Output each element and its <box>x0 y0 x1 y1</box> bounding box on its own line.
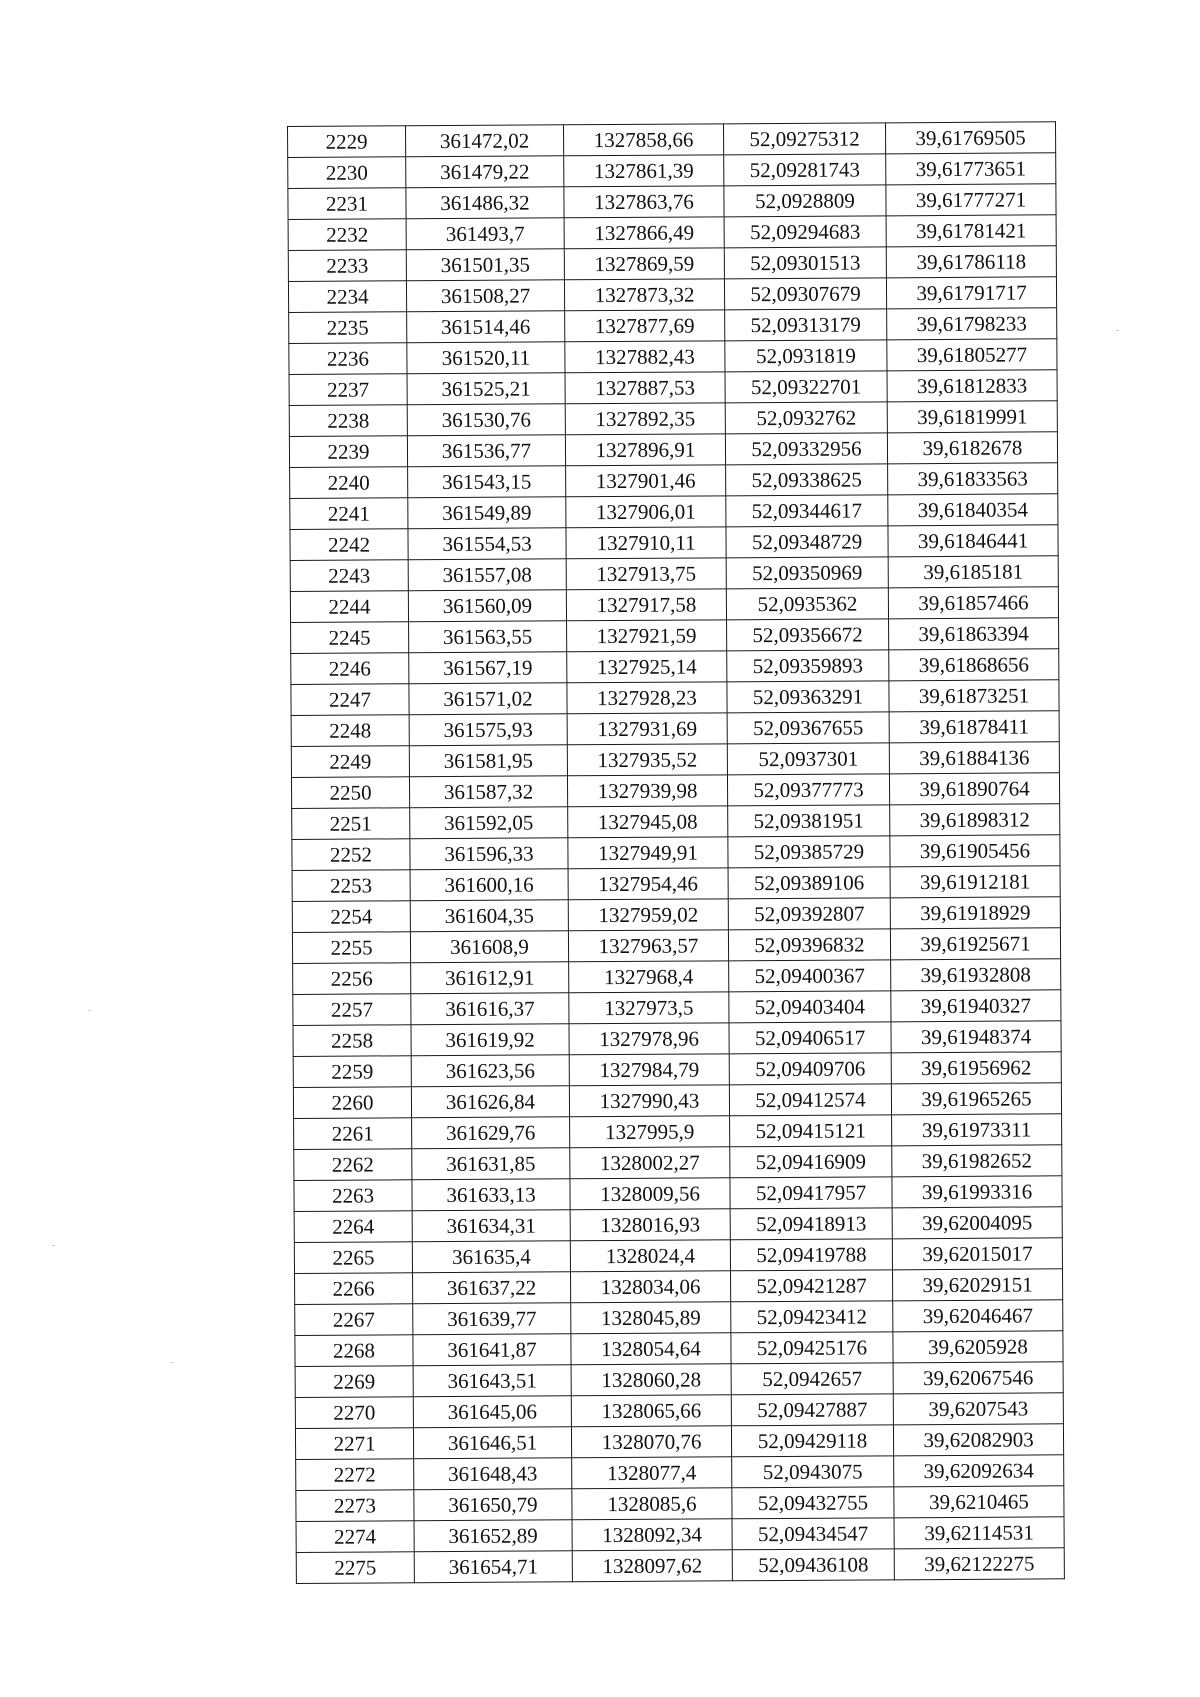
y-coordinate-cell: 1327978,96 <box>569 1023 729 1055</box>
table-row <box>295 1269 1063 1305</box>
x-coordinate-cell: 361514,46 <box>407 311 565 343</box>
latitude-cell: 52,09359893 <box>727 650 889 682</box>
table-row <box>290 463 1058 499</box>
longitude-cell: 39,6205928 <box>893 1331 1063 1363</box>
x-coordinate-cell: 361616,37 <box>411 993 569 1025</box>
y-coordinate-cell: 1327873,32 <box>564 279 724 311</box>
table-row <box>296 1548 1064 1584</box>
x-coordinate-cell: 361629,76 <box>412 1117 570 1149</box>
x-coordinate-cell: 361648,43 <box>414 1458 572 1490</box>
table-row <box>292 804 1060 840</box>
latitude-cell: 52,09350969 <box>726 557 888 589</box>
x-coordinate-cell: 361508,27 <box>406 280 564 312</box>
y-coordinate-cell: 1327896,91 <box>565 434 725 466</box>
y-coordinate-cell: 1328045,89 <box>571 1302 731 1334</box>
point-number-cell: 2232 <box>288 219 406 251</box>
latitude-cell: 52,09412574 <box>729 1084 891 1116</box>
point-number-cell: 2267 <box>295 1304 413 1336</box>
latitude-cell: 52,0928809 <box>724 185 886 217</box>
longitude-cell: 39,61840354 <box>888 494 1058 526</box>
longitude-cell: 39,61932808 <box>891 959 1061 991</box>
y-coordinate-cell: 1327954,46 <box>568 868 728 900</box>
x-coordinate-cell: 361587,32 <box>409 776 567 808</box>
y-coordinate-cell: 1327945,08 <box>568 806 728 838</box>
latitude-cell: 52,09281743 <box>724 154 886 186</box>
table-row <box>292 835 1060 871</box>
point-number-cell: 2256 <box>293 963 411 995</box>
y-coordinate-cell: 1327973,5 <box>569 992 729 1024</box>
latitude-cell: 52,09416909 <box>730 1146 892 1178</box>
latitude-cell: 52,09417957 <box>730 1177 892 1209</box>
longitude-cell: 39,61965265 <box>891 1083 1061 1115</box>
longitude-cell: 39,61878411 <box>889 711 1059 743</box>
table-row <box>289 339 1057 375</box>
x-coordinate-cell: 361635,4 <box>412 1241 570 1273</box>
point-number-cell: 2254 <box>292 901 410 933</box>
x-coordinate-cell: 361543,15 <box>408 466 566 498</box>
longitude-cell: 39,61798233 <box>887 308 1057 340</box>
x-coordinate-cell: 361479,22 <box>406 156 564 188</box>
y-coordinate-cell: 1327995,9 <box>570 1116 730 1148</box>
point-number-cell: 2251 <box>292 808 410 840</box>
latitude-cell: 52,0943075 <box>732 1456 894 1488</box>
longitude-cell: 39,6182678 <box>887 432 1057 464</box>
x-coordinate-cell: 361646,51 <box>413 1427 571 1459</box>
longitude-cell: 39,61769505 <box>885 122 1055 154</box>
longitude-cell: 39,61993316 <box>892 1176 1062 1208</box>
table-row <box>294 1207 1062 1243</box>
point-number-cell: 2252 <box>292 839 410 871</box>
x-coordinate-cell: 361650,79 <box>414 1489 572 1521</box>
longitude-cell: 39,61905456 <box>890 835 1060 867</box>
y-coordinate-cell: 1328024,4 <box>570 1240 730 1272</box>
latitude-cell: 52,0937301 <box>727 743 889 775</box>
longitude-cell: 39,62067546 <box>893 1362 1063 1394</box>
point-number-cell: 2250 <box>291 777 409 809</box>
point-number-cell: 2237 <box>289 374 407 406</box>
table-row <box>292 866 1060 902</box>
x-coordinate-cell: 361633,13 <box>412 1179 570 1211</box>
x-coordinate-cell: 361571,02 <box>409 683 567 715</box>
latitude-cell: 52,09400367 <box>729 960 891 992</box>
point-number-cell: 2246 <box>291 653 409 685</box>
longitude-cell: 39,62015017 <box>892 1238 1062 1270</box>
latitude-cell: 52,09415121 <box>730 1115 892 1147</box>
latitude-cell: 52,09313179 <box>725 309 887 341</box>
longitude-cell: 39,6210465 <box>894 1486 1064 1518</box>
scan-speck <box>170 1362 173 1363</box>
y-coordinate-cell: 1327935,52 <box>567 744 727 776</box>
table-row <box>294 1114 1062 1150</box>
point-number-cell: 2264 <box>294 1211 412 1243</box>
y-coordinate-cell: 1327887,53 <box>565 372 725 404</box>
x-coordinate-cell: 361472,02 <box>406 125 564 157</box>
longitude-cell: 39,61890764 <box>889 773 1059 805</box>
latitude-cell: 52,09434547 <box>732 1518 894 1550</box>
y-coordinate-cell: 1327913,75 <box>566 558 726 590</box>
x-coordinate-cell: 361631,85 <box>412 1148 570 1180</box>
point-number-cell: 2275 <box>296 1552 414 1584</box>
latitude-cell: 52,09367655 <box>727 712 889 744</box>
y-coordinate-cell: 1327882,43 <box>565 341 725 373</box>
point-number-cell: 2269 <box>295 1366 413 1398</box>
point-number-cell: 2253 <box>292 870 410 902</box>
x-coordinate-cell: 361626,84 <box>411 1086 569 1118</box>
longitude-cell: 39,61819991 <box>887 401 1057 433</box>
latitude-cell: 52,09275312 <box>723 123 885 155</box>
point-number-cell: 2240 <box>290 467 408 499</box>
table-row <box>290 587 1058 623</box>
x-coordinate-cell: 361641,87 <box>413 1334 571 1366</box>
y-coordinate-cell: 1328060,28 <box>571 1364 731 1396</box>
x-coordinate-cell: 361581,95 <box>409 745 567 777</box>
x-coordinate-cell: 361652,89 <box>414 1520 572 1552</box>
y-coordinate-cell: 1327866,49 <box>564 217 724 249</box>
longitude-cell: 39,62004095 <box>892 1207 1062 1239</box>
x-coordinate-cell: 361493,7 <box>406 218 564 250</box>
table-row <box>288 184 1056 220</box>
longitude-cell: 39,61940327 <box>891 990 1061 1022</box>
longitude-cell: 39,62122275 <box>894 1548 1064 1580</box>
x-coordinate-cell: 361554,53 <box>408 528 566 560</box>
point-number-cell: 2257 <box>293 994 411 1026</box>
table-row <box>288 153 1056 189</box>
x-coordinate-cell: 361560,09 <box>408 590 566 622</box>
point-number-cell: 2230 <box>288 157 406 189</box>
latitude-cell: 52,09425176 <box>731 1332 893 1364</box>
coordinates-table-body <box>288 122 1065 1584</box>
table-row <box>291 618 1059 654</box>
y-coordinate-cell: 1328034,06 <box>571 1271 731 1303</box>
table-row <box>289 308 1057 344</box>
y-coordinate-cell: 1328092,34 <box>572 1519 732 1551</box>
latitude-cell: 52,09381951 <box>728 805 890 837</box>
latitude-cell: 52,09421287 <box>731 1270 893 1302</box>
point-number-cell: 2270 <box>295 1397 413 1429</box>
y-coordinate-cell: 1327869,59 <box>564 248 724 280</box>
point-number-cell: 2231 <box>288 188 406 220</box>
longitude-cell: 39,61833563 <box>888 463 1058 495</box>
x-coordinate-cell: 361619,92 <box>411 1024 569 1056</box>
longitude-cell: 39,62046467 <box>893 1300 1063 1332</box>
table-row <box>289 432 1057 468</box>
point-number-cell: 2262 <box>294 1149 412 1181</box>
latitude-cell: 52,09423412 <box>731 1301 893 1333</box>
latitude-cell: 52,09356672 <box>727 619 889 651</box>
point-number-cell: 2245 <box>291 622 409 654</box>
point-number-cell: 2229 <box>288 126 406 158</box>
longitude-cell: 39,6185181 <box>888 556 1058 588</box>
table-row <box>291 742 1059 778</box>
y-coordinate-cell: 1328002,27 <box>570 1147 730 1179</box>
y-coordinate-cell: 1328085,6 <box>572 1488 732 1520</box>
table-row <box>294 1176 1062 1212</box>
y-coordinate-cell: 1327968,4 <box>569 961 729 993</box>
table-row <box>290 556 1058 592</box>
y-coordinate-cell: 1327925,14 <box>567 651 727 683</box>
longitude-cell: 39,62029151 <box>892 1269 1062 1301</box>
longitude-cell: 39,61777271 <box>886 184 1056 216</box>
table-row <box>288 215 1056 251</box>
latitude-cell: 52,0942657 <box>731 1363 893 1395</box>
x-coordinate-cell: 361623,56 <box>411 1055 569 1087</box>
y-coordinate-cell: 1327858,66 <box>563 124 723 156</box>
latitude-cell: 52,09427887 <box>731 1394 893 1426</box>
x-coordinate-cell: 361549,89 <box>408 497 566 529</box>
x-coordinate-cell: 361643,51 <box>413 1365 571 1397</box>
longitude-cell: 39,61884136 <box>889 742 1059 774</box>
longitude-cell: 39,61956962 <box>891 1052 1061 1084</box>
longitude-cell: 39,61846441 <box>888 525 1058 557</box>
scan-speck <box>1116 330 1119 331</box>
longitude-cell: 39,61812833 <box>887 370 1057 402</box>
y-coordinate-cell: 1328016,93 <box>570 1209 730 1241</box>
point-number-cell: 2266 <box>295 1273 413 1305</box>
latitude-cell: 52,09409706 <box>729 1053 891 1085</box>
table-row <box>293 1052 1061 1088</box>
point-number-cell: 2247 <box>291 684 409 716</box>
table-row <box>291 680 1059 716</box>
x-coordinate-cell: 361575,93 <box>409 714 567 746</box>
x-coordinate-cell: 361525,21 <box>407 373 565 405</box>
table-row <box>295 1362 1063 1398</box>
y-coordinate-cell: 1327863,76 <box>564 186 724 218</box>
longitude-cell: 39,61868656 <box>889 649 1059 681</box>
x-coordinate-cell: 361536,77 <box>407 435 565 467</box>
y-coordinate-cell: 1328097,62 <box>572 1550 732 1582</box>
point-number-cell: 2233 <box>288 250 406 282</box>
point-number-cell: 2239 <box>289 436 407 468</box>
x-coordinate-cell: 361530,76 <box>407 404 565 436</box>
latitude-cell: 52,09338625 <box>726 464 888 496</box>
table-row <box>293 959 1061 995</box>
coordinates-table <box>287 121 1065 1584</box>
table-row <box>290 525 1058 561</box>
latitude-cell: 52,09396832 <box>728 929 890 961</box>
y-coordinate-cell: 1327906,01 <box>566 496 726 528</box>
point-number-cell: 2261 <box>294 1118 412 1150</box>
table-row <box>291 649 1059 685</box>
longitude-cell: 39,61898312 <box>890 804 1060 836</box>
longitude-cell: 39,61982652 <box>892 1145 1062 1177</box>
x-coordinate-cell: 361600,16 <box>410 869 568 901</box>
x-coordinate-cell: 361654,71 <box>414 1551 572 1583</box>
latitude-cell: 52,09322701 <box>725 371 887 403</box>
x-coordinate-cell: 361486,32 <box>406 187 564 219</box>
table-row <box>293 990 1061 1026</box>
table-row <box>295 1393 1063 1429</box>
table-row <box>296 1455 1064 1491</box>
y-coordinate-cell: 1327990,43 <box>569 1085 729 1117</box>
point-number-cell: 2241 <box>290 498 408 530</box>
y-coordinate-cell: 1327877,69 <box>565 310 725 342</box>
latitude-cell: 52,09301513 <box>724 247 886 279</box>
y-coordinate-cell: 1328009,56 <box>570 1178 730 1210</box>
point-number-cell: 2274 <box>296 1521 414 1553</box>
latitude-cell: 52,09403404 <box>729 991 891 1023</box>
x-coordinate-cell: 361563,55 <box>409 621 567 653</box>
scan-speck <box>52 1245 55 1246</box>
longitude-cell: 39,61791717 <box>886 277 1056 309</box>
longitude-cell: 39,61786118 <box>886 246 1056 278</box>
latitude-cell: 52,09344617 <box>726 495 888 527</box>
y-coordinate-cell: 1327963,57 <box>568 930 728 962</box>
latitude-cell: 52,09429118 <box>731 1425 893 1457</box>
point-number-cell: 2268 <box>295 1335 413 1367</box>
table-row <box>296 1486 1064 1522</box>
x-coordinate-cell: 361604,35 <box>410 900 568 932</box>
longitude-cell: 39,61912181 <box>890 866 1060 898</box>
table-row <box>295 1331 1063 1367</box>
point-number-cell: 2263 <box>294 1180 412 1212</box>
point-number-cell: 2236 <box>289 343 407 375</box>
table-row <box>293 1021 1061 1057</box>
table-row <box>291 711 1059 747</box>
x-coordinate-cell: 361557,08 <box>408 559 566 591</box>
latitude-cell: 52,09418913 <box>730 1208 892 1240</box>
y-coordinate-cell: 1327931,69 <box>567 713 727 745</box>
longitude-cell: 39,62114531 <box>894 1517 1064 1549</box>
latitude-cell: 52,09348729 <box>726 526 888 558</box>
latitude-cell: 52,09419788 <box>730 1239 892 1271</box>
point-number-cell: 2244 <box>290 591 408 623</box>
longitude-cell: 39,62082903 <box>893 1424 1063 1456</box>
longitude-cell: 39,61925671 <box>890 928 1060 960</box>
latitude-cell: 52,09436108 <box>732 1549 894 1581</box>
latitude-cell: 52,09294683 <box>724 216 886 248</box>
y-coordinate-cell: 1328077,4 <box>572 1457 732 1489</box>
longitude-cell: 39,61781421 <box>886 215 1056 247</box>
x-coordinate-cell: 361592,05 <box>410 807 568 839</box>
x-coordinate-cell: 361634,31 <box>412 1210 570 1242</box>
latitude-cell: 52,09392807 <box>728 898 890 930</box>
point-number-cell: 2235 <box>289 312 407 344</box>
latitude-cell: 52,0932762 <box>725 402 887 434</box>
table-row <box>288 277 1056 313</box>
point-number-cell: 2243 <box>290 560 408 592</box>
table-row <box>289 370 1057 406</box>
y-coordinate-cell: 1327959,02 <box>568 899 728 931</box>
x-coordinate-cell: 361608,9 <box>410 931 568 963</box>
table-row <box>289 401 1057 437</box>
latitude-cell: 52,09363291 <box>727 681 889 713</box>
point-number-cell: 2255 <box>292 932 410 964</box>
table-row <box>291 773 1059 809</box>
longitude-cell: 39,61773651 <box>886 153 1056 185</box>
latitude-cell: 52,09389106 <box>728 867 890 899</box>
table-row <box>295 1300 1063 1336</box>
y-coordinate-cell: 1328065,66 <box>571 1395 731 1427</box>
longitude-cell: 39,61948374 <box>891 1021 1061 1053</box>
y-coordinate-cell: 1327939,98 <box>567 775 727 807</box>
x-coordinate-cell: 361639,77 <box>413 1303 571 1335</box>
longitude-cell: 39,62092634 <box>894 1455 1064 1487</box>
x-coordinate-cell: 361501,35 <box>406 249 564 281</box>
point-number-cell: 2248 <box>291 715 409 747</box>
point-number-cell: 2238 <box>289 405 407 437</box>
latitude-cell: 52,09406517 <box>729 1022 891 1054</box>
point-number-cell: 2271 <box>295 1428 413 1460</box>
latitude-cell: 52,09332956 <box>725 433 887 465</box>
table-row <box>295 1424 1063 1460</box>
x-coordinate-cell: 361596,33 <box>410 838 568 870</box>
table-row <box>294 1238 1062 1274</box>
y-coordinate-cell: 1327892,35 <box>565 403 725 435</box>
longitude-cell: 39,61918929 <box>890 897 1060 929</box>
y-coordinate-cell: 1327921,59 <box>567 620 727 652</box>
point-number-cell: 2260 <box>293 1087 411 1119</box>
y-coordinate-cell: 1327910,11 <box>566 527 726 559</box>
longitude-cell: 39,6207543 <box>893 1393 1063 1425</box>
y-coordinate-cell: 1327949,91 <box>568 837 728 869</box>
y-coordinate-cell: 1327901,46 <box>566 465 726 497</box>
x-coordinate-cell: 361520,11 <box>407 342 565 374</box>
y-coordinate-cell: 1327928,23 <box>567 682 727 714</box>
latitude-cell: 52,09307679 <box>724 278 886 310</box>
latitude-cell: 52,0935362 <box>726 588 888 620</box>
longitude-cell: 39,61873251 <box>889 680 1059 712</box>
point-number-cell: 2272 <box>296 1459 414 1491</box>
latitude-cell: 52,09385729 <box>728 836 890 868</box>
table-row <box>294 1145 1062 1181</box>
x-coordinate-cell: 361637,22 <box>413 1272 571 1304</box>
y-coordinate-cell: 1327861,39 <box>564 155 724 187</box>
point-number-cell: 2249 <box>291 746 409 778</box>
y-coordinate-cell: 1327917,58 <box>566 589 726 621</box>
table-row <box>293 1083 1061 1119</box>
x-coordinate-cell: 361645,06 <box>413 1396 571 1428</box>
table-row <box>292 928 1060 964</box>
latitude-cell: 52,0931819 <box>725 340 887 372</box>
latitude-cell: 52,09377773 <box>727 774 889 806</box>
longitude-cell: 39,61805277 <box>887 339 1057 371</box>
point-number-cell: 2273 <box>296 1490 414 1522</box>
latitude-cell: 52,09432755 <box>732 1487 894 1519</box>
table-row <box>290 494 1058 530</box>
table-row <box>288 246 1056 282</box>
point-number-cell: 2242 <box>290 529 408 561</box>
y-coordinate-cell: 1327984,79 <box>569 1054 729 1086</box>
point-number-cell: 2259 <box>293 1056 411 1088</box>
point-number-cell: 2265 <box>294 1242 412 1274</box>
point-number-cell: 2258 <box>293 1025 411 1057</box>
longitude-cell: 39,61973311 <box>892 1114 1062 1146</box>
y-coordinate-cell: 1328070,76 <box>571 1426 731 1458</box>
table-row <box>296 1517 1064 1553</box>
longitude-cell: 39,61857466 <box>888 587 1058 619</box>
x-coordinate-cell: 361612,91 <box>411 962 569 994</box>
x-coordinate-cell: 361567,19 <box>409 652 567 684</box>
table-row <box>292 897 1060 933</box>
point-number-cell: 2234 <box>288 281 406 313</box>
y-coordinate-cell: 1328054,64 <box>571 1333 731 1365</box>
table-row <box>288 122 1056 158</box>
longitude-cell: 39,61863394 <box>889 618 1059 650</box>
scan-speck <box>88 1010 91 1011</box>
